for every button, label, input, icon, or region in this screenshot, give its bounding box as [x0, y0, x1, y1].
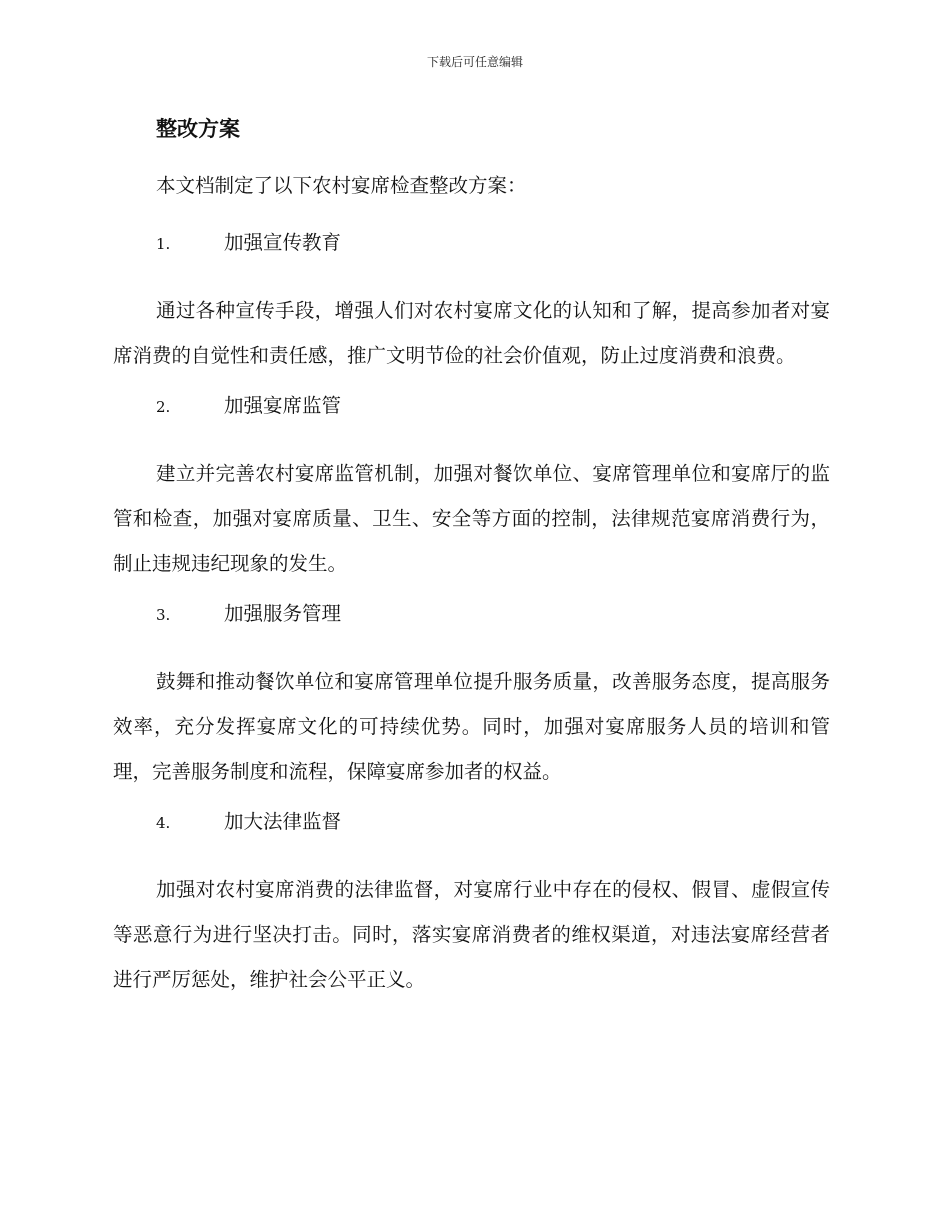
section-body-1: 通过各种宣传手段，增强人们对农村宴席文化的认知和了解，提高参加者对宴席消费的自觉性和责任感，推广文明节俭的社会价值观，防止过度消费和浪费。: [113, 299, 830, 367]
section-heading-2: [113, 392, 830, 421]
section-heading-3: [113, 600, 830, 629]
section-title: 加强服务管理: [224, 602, 342, 625]
section-title: 加强宣传教育: [224, 231, 342, 254]
section-title: 加大法律监督: [224, 810, 342, 833]
section-title: 加强宴席监管: [224, 394, 342, 417]
section-heading-4: [113, 808, 830, 837]
section-heading-1: [113, 229, 830, 258]
section-body-2: 建立并完善农村宴席监管机制，加强对餐饮单位、宴席管理单位和宴席厅的监管和检查，加强对宴席质量、卫生、安全等方面的控制，法律规范宴席消费行为，制止违规违纪现象的发生。: [113, 462, 830, 575]
section-number: 3.: [156, 606, 171, 624]
section-number: 1.: [156, 235, 171, 253]
section-body-3: 鼓舞和推动餐饮单位和宴席管理单位提升服务质量，改善服务态度，提高服务效率，充分发挥宴席文化的可持续优势。同时，加强对宴席服务人员的培训和管理，完善服务制度和流程，保障宴席参加者的权益。: [113, 670, 830, 783]
document-body: [113, 115, 830, 1002]
page-header-note: 下载后可任意编辑: [426, 55, 523, 69]
intro-paragraph: 本文档制定了以下农村宴席检查整改方案：: [156, 174, 527, 197]
section-body-4: 加强对农村宴席消费的法律监督，对宴席行业中存在的侵权、假冒、虚假宣传等恶意行为进行坚决打击。同时，落实宴席消费者的维权渠道，对违法宴席经营者进行严厉惩处，维护社会公平正义。: [113, 878, 830, 991]
section-number: 4.: [156, 814, 171, 832]
section-number: 2.: [156, 398, 171, 416]
document-title: 整改方案: [156, 117, 240, 141]
